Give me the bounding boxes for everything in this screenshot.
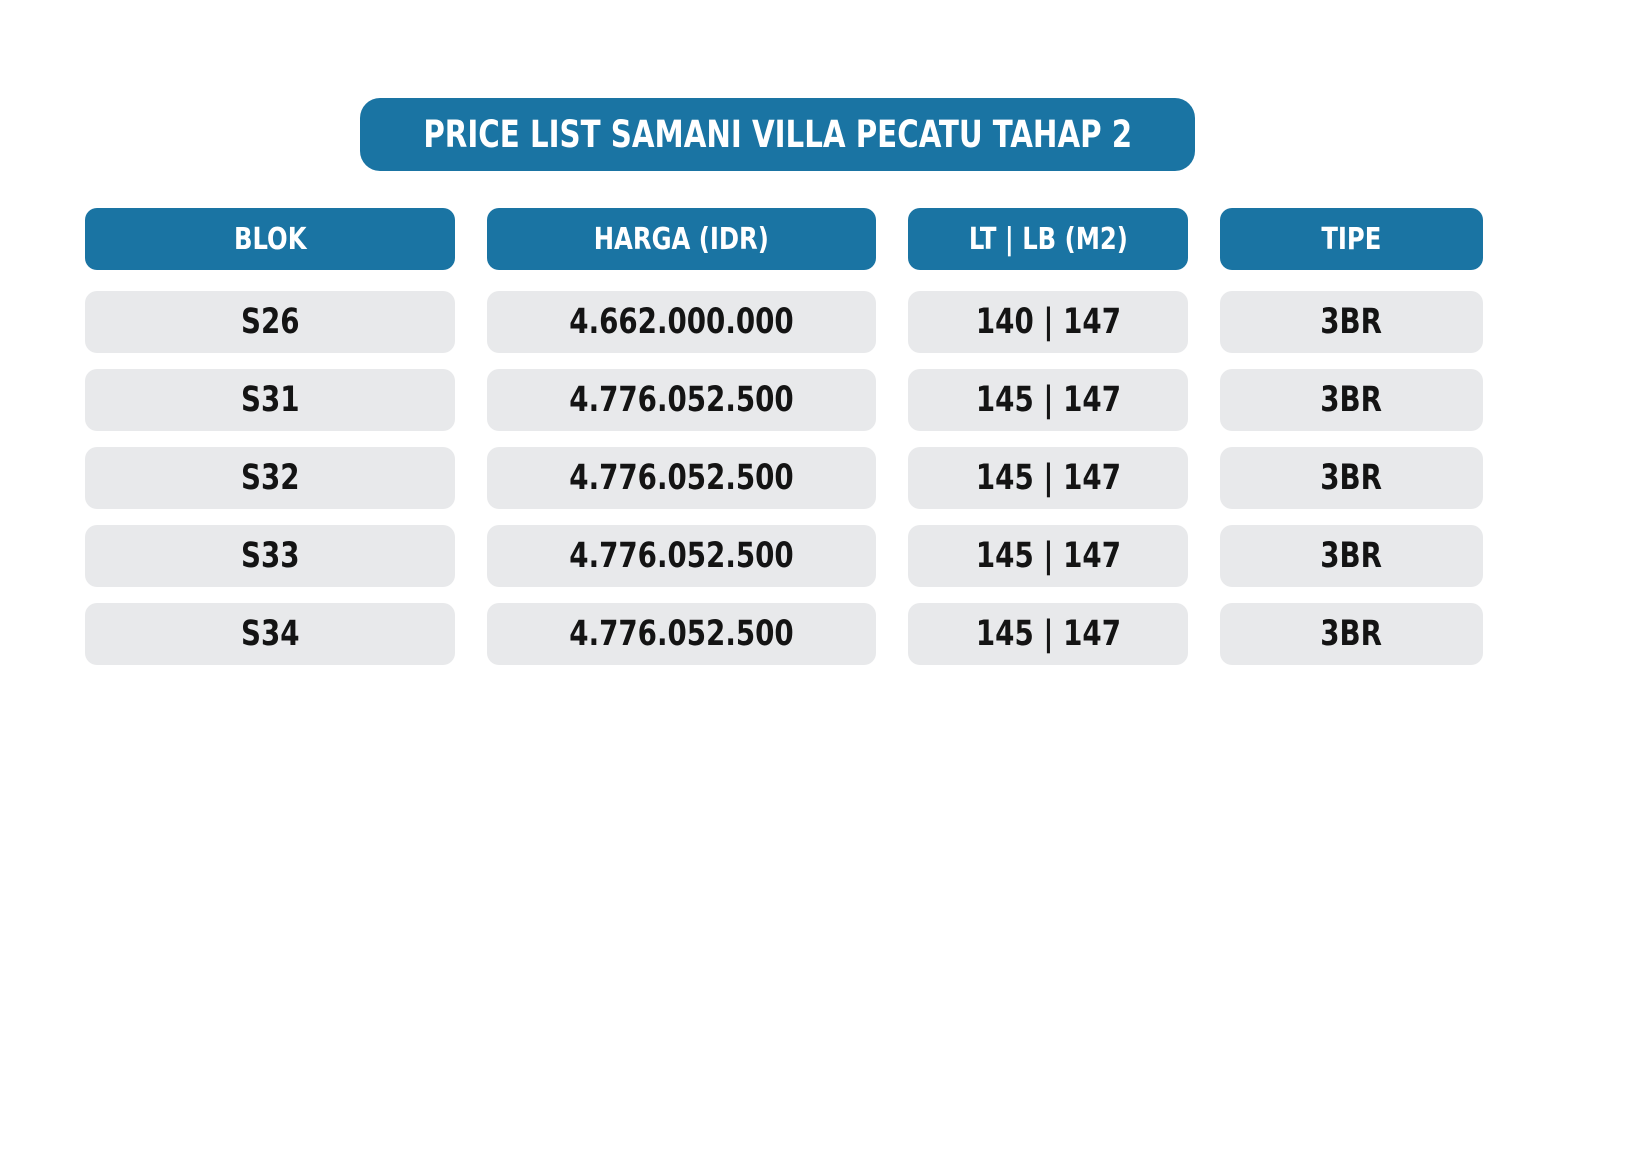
column-header-ltlb (908, 208, 1188, 270)
cell-ltlb-row-4 (908, 525, 1188, 587)
ltlb-value: 145 | 147 (975, 458, 1121, 498)
cell-blok-row-1 (85, 291, 455, 353)
column-header-label: BLOK (233, 221, 307, 257)
page-title: PRICE LIST SAMANI VILLA PECATU TAHAP 2 (423, 113, 1132, 156)
blok-value: S34 (240, 614, 300, 654)
tipe-value: 3BR (1320, 614, 1383, 654)
cell-tipe-row-5 (1220, 603, 1483, 665)
cell-ltlb-row-3 (908, 447, 1188, 509)
cell-ltlb-row-2 (908, 369, 1188, 431)
harga-value: 4.776.052.500 (569, 458, 794, 498)
tipe-value: 3BR (1320, 380, 1383, 420)
column-header-harga (487, 208, 876, 270)
blok-value: S31 (240, 380, 300, 420)
column-header-tipe (1220, 208, 1483, 270)
tipe-value: 3BR (1320, 302, 1383, 342)
blok-value: S33 (240, 536, 300, 576)
tipe-value: 3BR (1320, 458, 1383, 498)
blok-value: S26 (240, 302, 300, 342)
cell-tipe-row-1 (1220, 291, 1483, 353)
cell-harga-row-4 (487, 525, 876, 587)
column-header-label: LT | LB (M2) (968, 221, 1128, 257)
blok-value: S32 (240, 458, 300, 498)
cell-tipe-row-2 (1220, 369, 1483, 431)
ltlb-value: 140 | 147 (975, 302, 1121, 342)
ltlb-value: 145 | 147 (975, 380, 1121, 420)
title-banner (360, 98, 1195, 171)
cell-ltlb-row-1 (908, 291, 1188, 353)
tipe-value: 3BR (1320, 536, 1383, 576)
column-header-blok (85, 208, 455, 270)
table-body (85, 291, 1483, 665)
cell-harga-row-5 (487, 603, 876, 665)
harga-value: 4.776.052.500 (569, 614, 794, 654)
cell-blok-row-3 (85, 447, 455, 509)
cell-blok-row-4 (85, 525, 455, 587)
cell-tipe-row-4 (1220, 525, 1483, 587)
column-header-label: HARGA (IDR) (593, 221, 770, 257)
table-header-row (85, 208, 1483, 270)
harga-value: 4.776.052.500 (569, 536, 794, 576)
cell-harga-row-2 (487, 369, 876, 431)
cell-ltlb-row-5 (908, 603, 1188, 665)
column-header-label: TIPE (1321, 221, 1382, 257)
cell-harga-row-1 (487, 291, 876, 353)
cell-tipe-row-3 (1220, 447, 1483, 509)
harga-value: 4.662.000.000 (569, 302, 794, 342)
ltlb-value: 145 | 147 (975, 536, 1121, 576)
cell-harga-row-3 (487, 447, 876, 509)
ltlb-value: 145 | 147 (975, 614, 1121, 654)
cell-blok-row-5 (85, 603, 455, 665)
harga-value: 4.776.052.500 (569, 380, 794, 420)
cell-blok-row-2 (85, 369, 455, 431)
